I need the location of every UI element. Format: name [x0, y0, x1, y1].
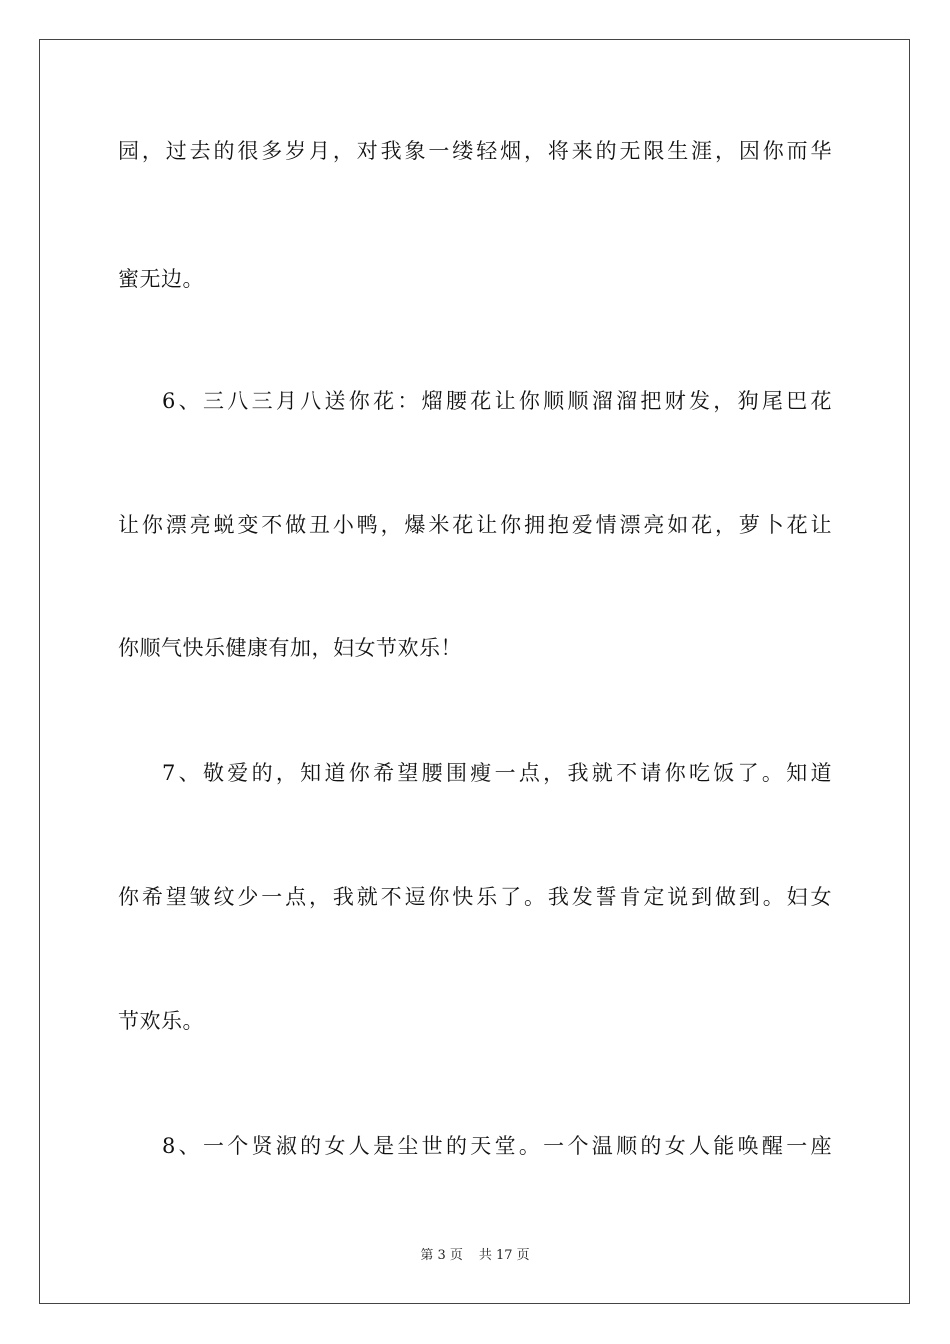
paragraph-line: 8、一个贤淑的女人是尘世的天堂。一个温顺的女人能唤醒一座	[162, 1134, 832, 1158]
paragraph-line: 6、三八三月八送你花：熘腰花让你顺顺溜溜把财发，狗尾巴花	[162, 389, 832, 413]
paragraph-line: 节欢乐。	[118, 1009, 204, 1033]
page-footer	[0, 1247, 950, 1265]
page-total: 共 17 页	[478, 1248, 530, 1263]
paragraph-line: 7、敬爱的，知道你希望腰围瘦一点，我就不请你吃饭了。知道	[162, 761, 832, 785]
page-border	[39, 39, 910, 1304]
page-number: 第 3 页	[420, 1248, 463, 1263]
paragraph-line: 蜜无边。	[118, 267, 204, 291]
paragraph-line: 园，过去的很多岁月，对我象一缕轻烟，将来的无限生涯，因你而华	[118, 139, 832, 163]
paragraph-line: 你顺气快乐健康有加，妇女节欢乐！	[118, 636, 462, 660]
paragraph-line: 你希望皱纹少一点，我就不逗你快乐了。我发誓肯定说到做到。妇女	[118, 885, 832, 909]
paragraph-line: 让你漂亮蜕变不做丑小鸭，爆米花让你拥抱爱情漂亮如花，萝卜花让	[118, 513, 832, 537]
